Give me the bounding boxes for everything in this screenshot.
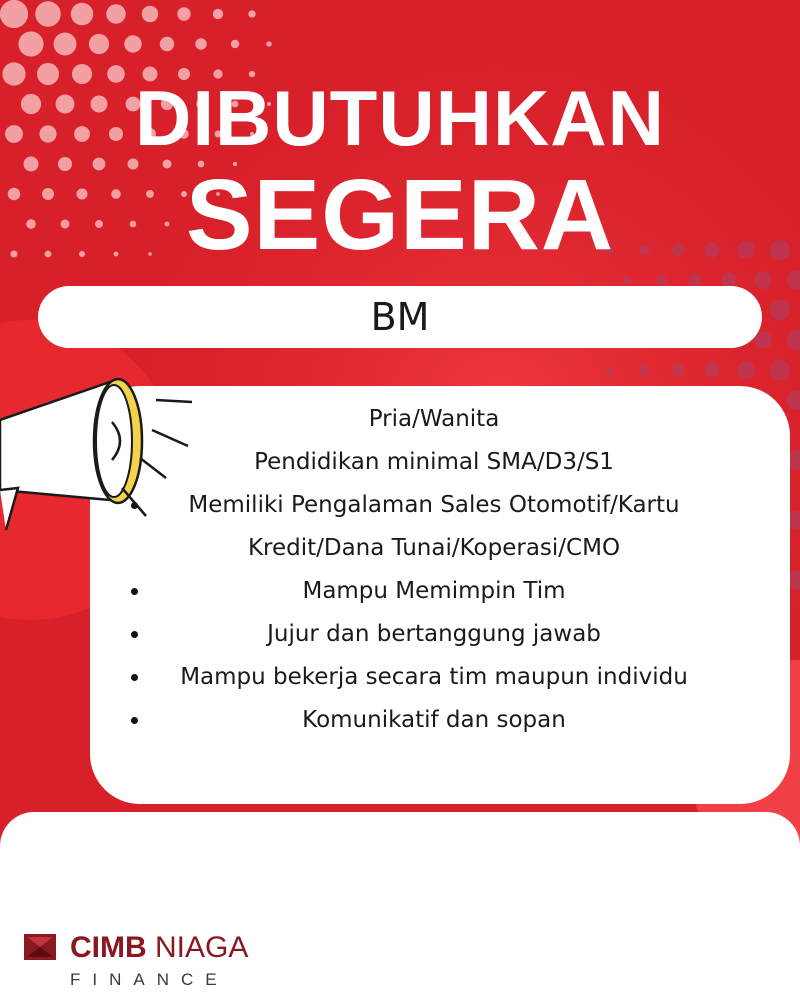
brand-name-bold: CIMB: [70, 931, 147, 964]
requirement-item: [0, 613, 800, 656]
requirement-text: Mampu bekerja secara tim maupun individu: [180, 664, 688, 690]
halftone-dot: [656, 275, 666, 285]
requirement-item: [0, 699, 800, 742]
requirement-item-continued: [0, 527, 800, 570]
requirement-text: Mampu Memimpin Tim: [302, 578, 566, 604]
bullet-icon: [131, 717, 138, 724]
halftone-dot: [248, 10, 255, 17]
halftone-dot: [737, 361, 755, 379]
halftone-dot: [195, 38, 206, 49]
halftone-dot: [231, 40, 239, 48]
halftone-dot: [689, 274, 702, 287]
halftone-dot: [672, 364, 685, 377]
cimb-logo-mark-icon: [24, 934, 56, 960]
halftone-dot: [124, 35, 141, 52]
megaphone-icon: [0, 360, 210, 530]
requirement-text: Komunikatif dan sopan: [302, 707, 566, 733]
bullet-icon: [131, 674, 138, 681]
halftone-dot: [754, 271, 772, 289]
brand-tagline: FINANCE: [70, 970, 229, 989]
requirement-text: Pendidikan minimal SMA/D3/S1: [254, 449, 614, 475]
requirement-text: Pria/Wanita: [368, 406, 500, 432]
halftone-dot: [54, 33, 77, 56]
halftone-dot: [177, 7, 190, 20]
halftone-dot: [18, 31, 43, 56]
requirement-text: Kredit/Dana Tunai/Koperasi/CMO: [247, 535, 621, 561]
halftone-dot: [639, 365, 649, 375]
halftone-dot: [606, 366, 614, 374]
requirement-text: Jujur dan bertanggung jawab: [267, 621, 601, 647]
halftone-dot: [770, 360, 790, 380]
requirement-item: [0, 656, 800, 699]
halftone-dot: [266, 41, 271, 46]
halftone-dot: [160, 37, 174, 51]
brand-name: [70, 930, 248, 966]
halftone-dot: [89, 34, 109, 54]
halftone-dot: [704, 362, 719, 377]
position-title: BM: [370, 295, 430, 339]
bullet-icon: [131, 631, 138, 638]
halftone-dot: [213, 9, 223, 19]
halftone-dot: [0, 0, 28, 28]
halftone-dot: [770, 300, 790, 320]
halftone-dot: [623, 276, 631, 284]
cimb-niaga-finance-logo: [24, 930, 264, 992]
brand-name-regular: NIAGA: [155, 931, 249, 964]
halftone-dot: [142, 6, 158, 22]
position-banner: [38, 286, 762, 348]
requirement-item: [0, 570, 800, 613]
halftone-dot: [35, 1, 61, 27]
headline-dibutuhkan: DIBUTUHKAN: [135, 74, 665, 162]
headline-segera: SEGERA: [185, 159, 615, 271]
halftone-dot: [106, 4, 125, 23]
bullet-icon: [131, 588, 138, 595]
requirement-text: Memiliki Pengalaman Sales Otomotif/Kartu: [188, 492, 680, 518]
halftone-dot: [71, 3, 94, 26]
